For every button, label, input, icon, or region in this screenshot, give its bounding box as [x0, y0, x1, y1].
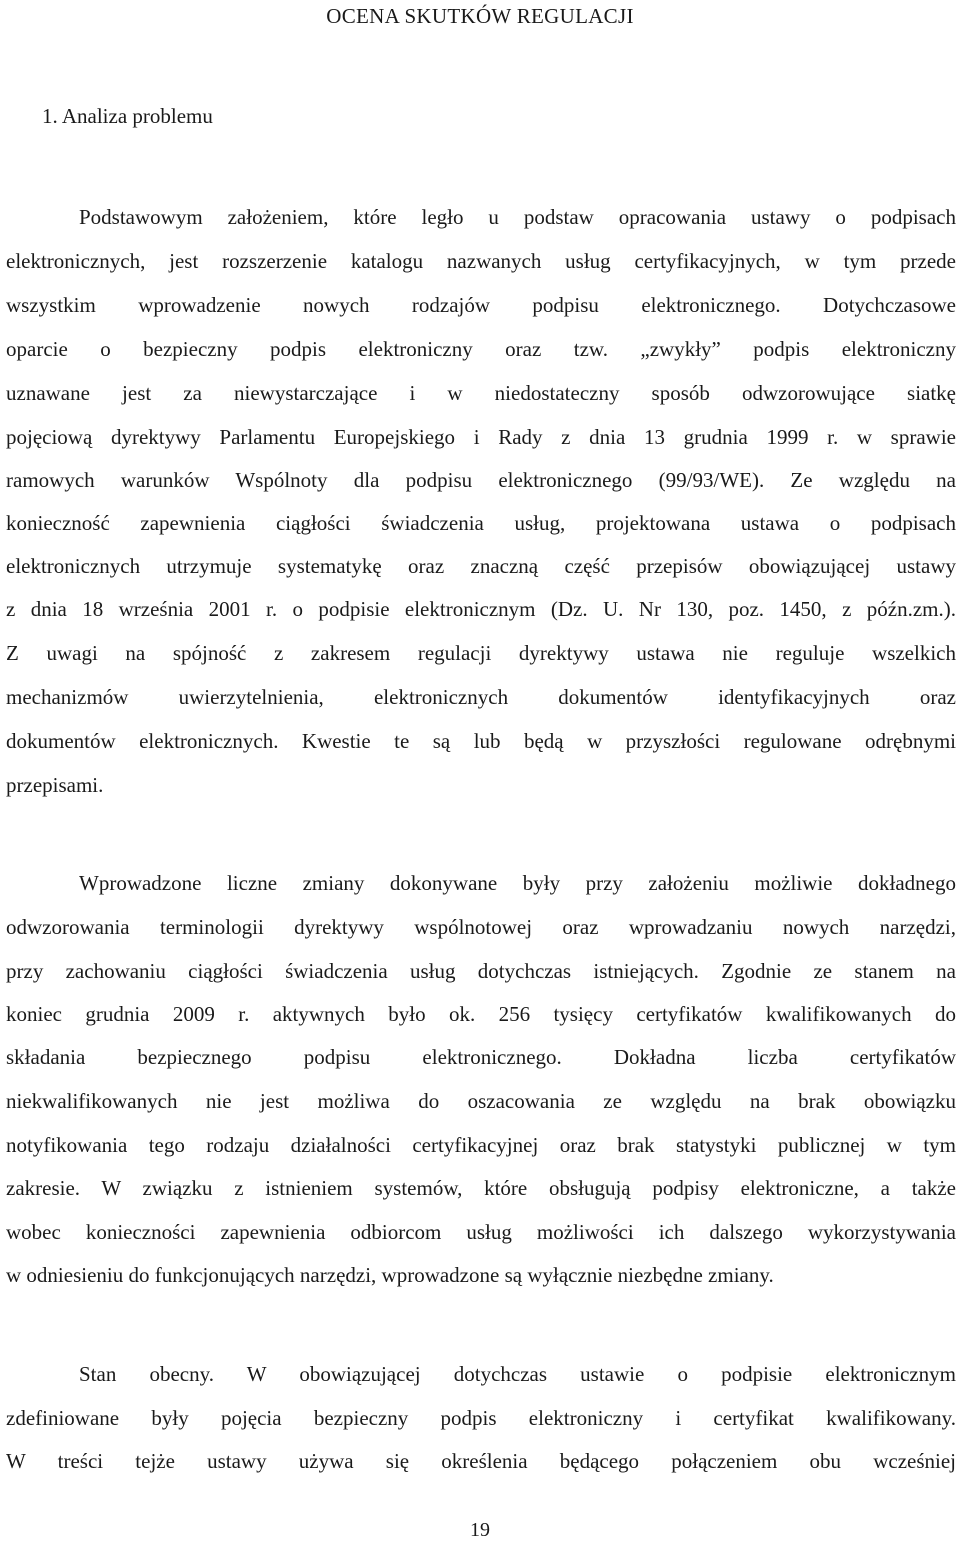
- text-line: z dnia 18 września 2001 r. o podpisie elektronicznym (Dz. U. Nr 130, poz. 1450, z późn.zm.).: [6, 597, 956, 621]
- text-line: konieczność zapewnienia ciągłości świadczenia usług, projektowana ustawa o podpisach: [6, 511, 956, 535]
- text-line: ramowych warunków Wspólnoty dla podpisu elektronicznego (99/93/WE). Ze względu na: [6, 468, 956, 492]
- text-line: Z uwagi na spójność z zakresem regulacji dyrektywy ustawa nie reguluje wszelkich: [6, 641, 956, 665]
- text-line: w odniesieniu do funkcjonujących narzędzi, wprowadzone są wyłącznie niezbędne zmiany.: [6, 1263, 774, 1287]
- text-line: odwzorowania terminologii dyrektywy wspólnotowej oraz wprowadzaniu nowych narzędzi,: [6, 915, 956, 939]
- text-line: wszystkim wprowadzenie nowych rodzajów podpisu elektronicznego. Dotychczasowe: [6, 293, 956, 317]
- page-number: 19: [470, 1519, 490, 1541]
- text-line: oparcie o bezpieczny podpis elektroniczny oraz tzw. „zwykły” podpis elektroniczny: [6, 337, 956, 361]
- text-line: elektronicznych, jest rozszerzenie katalogu nazwanych usług certyfikacyjnych, w tym przede: [6, 249, 956, 273]
- text-line: dokumentów elektronicznych. Kwestie te są lub będą w przyszłości regulowane odrębnymi: [6, 729, 956, 753]
- document-title: OCENA SKUTKÓW REGULACJI: [326, 4, 634, 28]
- text-line: Podstawowym założeniem, które legło u podstaw opracowania ustawy o podpisach: [79, 205, 956, 229]
- text-line: przepisami.: [6, 773, 104, 797]
- text-line: wobec konieczności zapewnienia odbiorcom usług możliwości ich dalszego wykorzystywania: [6, 1220, 956, 1244]
- text-line: Stan obecny. W obowiązującej dotychczas ustawie o podpisie elektronicznym: [79, 1362, 956, 1386]
- text-line: koniec grudnia 2009 r. aktywnych było ok. 256 tysięcy certyfikatów kwalifikowanych do: [6, 1002, 956, 1026]
- text-line: składania bezpiecznego podpisu elektronicznego. Dokładna liczba certyfikatów: [6, 1045, 956, 1069]
- text-line: notyfikowania tego rodzaju działalności certyfikacyjnej oraz brak statystyki publicznej w tym: [6, 1133, 956, 1157]
- text-line: mechanizmów uwierzytelnienia, elektronicznych dokumentów identyfikacyjnych oraz: [6, 685, 956, 709]
- text-line: zakresie. W związku z istnieniem systemów, które obsługują podpisy elektroniczne, a także: [6, 1176, 956, 1200]
- text-line: elektronicznych utrzymuje systematykę oraz znaczną część przepisów obowiązującej ustawy: [6, 554, 956, 578]
- text-line: przy zachowaniu ciągłości świadczenia usług dotychczas istniejących. Zgodnie ze stanem na: [6, 959, 956, 983]
- text-line: zdefiniowane były pojęcia bezpieczny podpis elektroniczny i certyfikat kwalifikowany.: [6, 1406, 956, 1430]
- text-line: niekwalifikowanych nie jest możliwa do oszacowania ze względu na brak obowiązku: [6, 1089, 956, 1113]
- text-line: uznawane jest za niewystarczające i w niedostateczny sposób odwzorowujące siatkę: [6, 381, 956, 405]
- text-line: pojęciową dyrektywy Parlamentu Europejskiego i Rady z dnia 13 grudnia 1999 r. w sprawie: [6, 425, 956, 449]
- section-heading: 1. Analiza problemu: [42, 104, 213, 128]
- text-line: Wprowadzone liczne zmiany dokonywane były przy założeniu możliwie dokładnego: [79, 871, 956, 895]
- text-line: W treści tejże ustawy używa się określenia będącego połączeniem obu wcześniej: [6, 1449, 956, 1473]
